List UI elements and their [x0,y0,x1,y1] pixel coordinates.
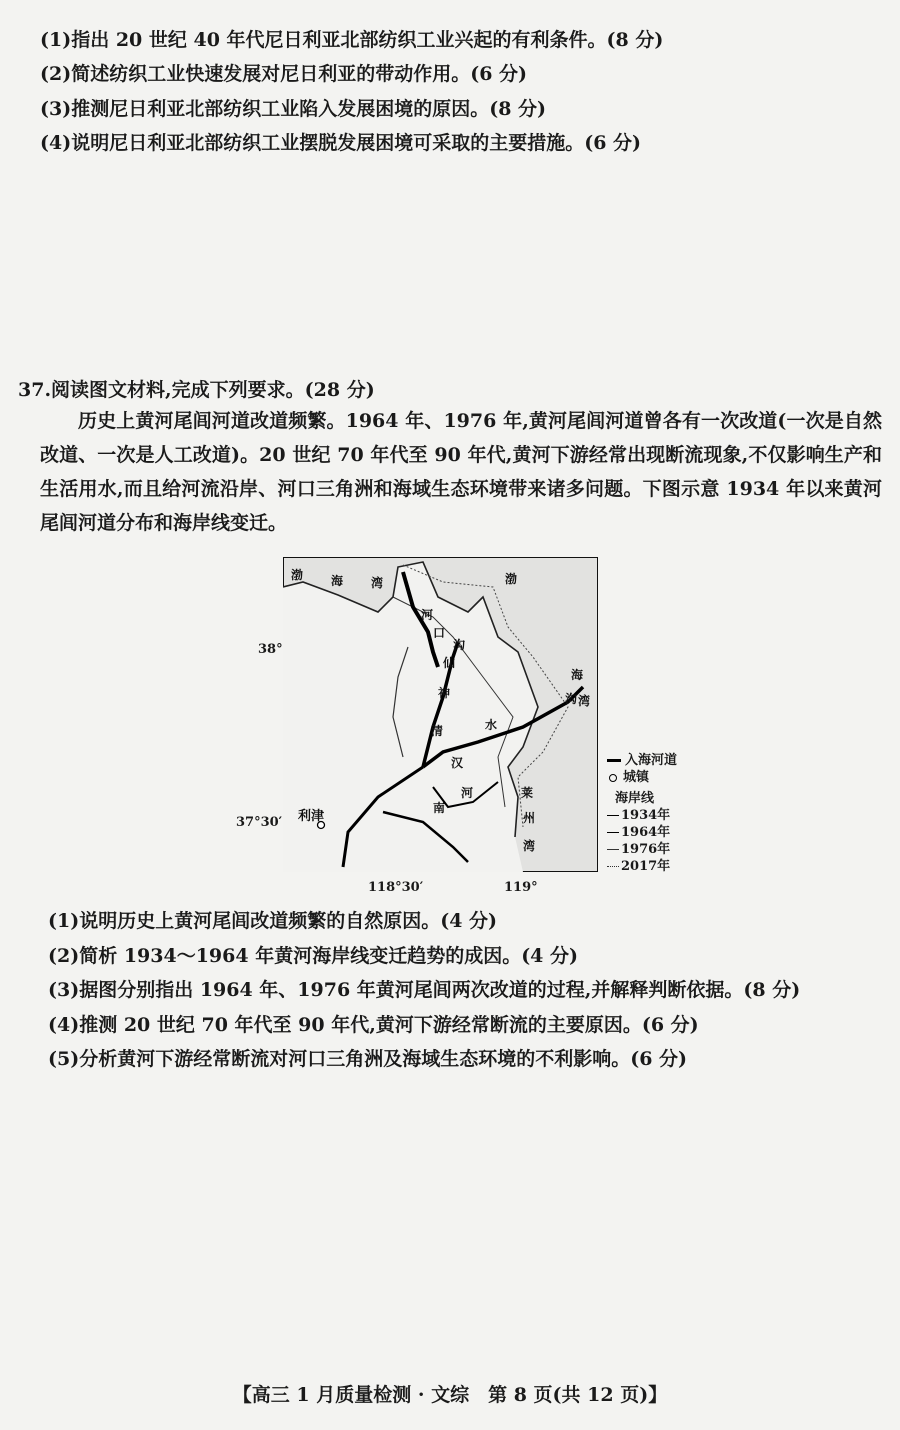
svg-text:沟: 沟 [565,692,578,706]
yellow-river-map [283,557,598,872]
legend-coast-title: 海岸线 [615,791,655,806]
svg-text:海: 海 [331,574,344,588]
svg-text:渤: 渤 [291,568,304,582]
question-2: (2)简述纺织工业快速发展对尼日利亚的带动作用。(6 分) [40,63,528,85]
map-legend [607,752,677,875]
lon-119: 119° [504,880,538,895]
legend-river: 入海河道 [625,753,678,768]
lon-11830: 118°30′ [368,880,424,895]
svg-text:神: 神 [438,686,451,700]
q37-sub-5: (5)分析黄河下游经常断流对河口三角洲及海域生态环境的不利影响。(6 分) [48,1048,688,1070]
svg-text:沟: 沟 [453,638,466,652]
svg-text:河: 河 [421,608,434,622]
svg-text:水: 水 [485,718,498,732]
q37-title: 37.阅读图文材料,完成下列要求。(28 分) [18,379,375,401]
svg-text:渤: 渤 [505,572,518,586]
legend-1964: 1964年 [621,825,671,840]
svg-text:海: 海 [571,668,584,682]
svg-text:湾: 湾 [523,839,536,853]
legend-1934: 1934年 [621,808,671,823]
question-1: (1)指出 20 世纪 40 年代尼日利亚北部纺织工业兴起的有利条件。(8 分) [40,29,664,51]
svg-text:南: 南 [433,801,446,815]
legend-town: 城镇 [623,770,650,785]
q37-sub-1: (1)说明历史上黄河尾闾改道频繁的自然原因。(4 分) [48,910,498,932]
svg-text:清: 清 [431,724,444,738]
svg-text:湾: 湾 [578,694,591,708]
svg-text:汉: 汉 [451,756,464,770]
question-3: (3)推测尼日利亚北部纺织工业陷入发展困境的原因。(8 分) [40,98,547,120]
q37-sub-4: (4)推测 20 世纪 70 年代至 90 年代,黄河下游经常断流的主要原因。(6 分) [48,1014,699,1036]
legend-1976: 1976年 [621,842,671,857]
svg-text:州: 州 [523,811,536,825]
page-footer: 【高三 1 月质量检测 · 文综 第 8 页(共 12 页)】 [232,1384,668,1406]
question-4: (4)说明尼日利亚北部纺织工业摆脱发展困境可采取的主要措施。(6 分) [40,132,642,154]
svg-text:仙: 仙 [443,656,456,670]
lat-38: 38° [258,642,283,657]
q37-sub-3: (3)据图分别指出 1964 年、1976 年黄河尾闾两次改道的过程,并解释判断依据。(8 分) [48,979,801,1001]
svg-text:口: 口 [433,626,446,640]
svg-text:莱: 莱 [521,786,534,800]
lat-3730: 37°30′ [236,815,283,830]
svg-text:湾: 湾 [371,576,384,590]
legend-2017: 2017年 [621,859,671,874]
q37-sub-2: (2)简析 1934～1964 年黄河海岸线变迁趋势的成因。(4 分) [48,945,579,967]
q37-paragraph: 历史上黄河尾闾河道改道频繁。1964 年、1976 年,黄河尾闾河道曾各有一次改道(一次是自然改道、一次是人工改道)。20 世纪 70 年代至 90 年代,黄河下游经常出现断流现象,不仅影响生产和生活用水,而且给河流沿岸、河口三角洲和海域生态环境带来诸多问题。下图示意 1934 年以来黄河尾闾河道分布和海岸线变迁。 [40,410,882,534]
svg-text:利津: 利津 [298,809,325,824]
svg-text:河: 河 [461,786,474,800]
